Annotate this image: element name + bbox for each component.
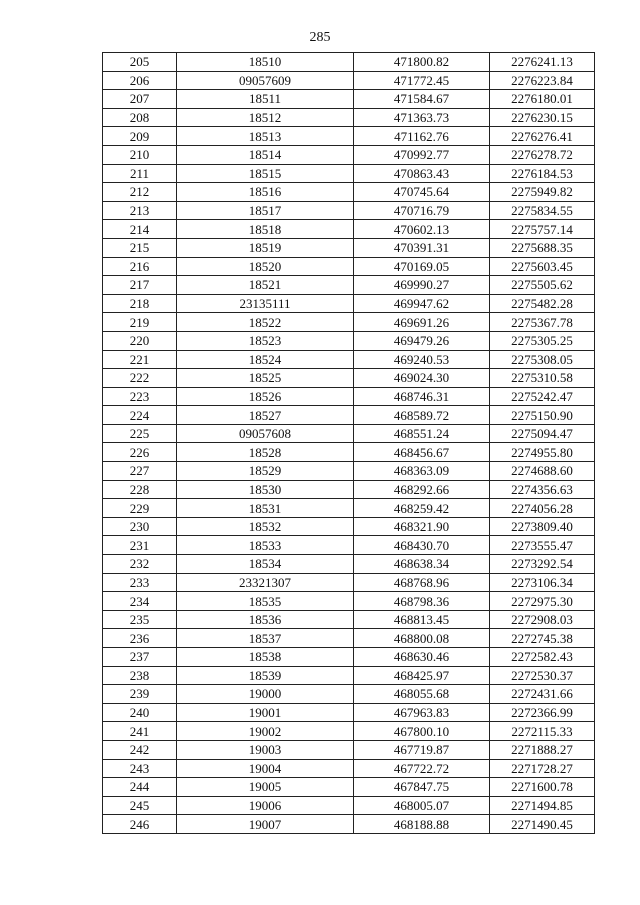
table-row xyxy=(103,629,595,648)
y-coordinate-cell: 2276230.15 xyxy=(490,108,595,127)
x-coordinate-cell: 468188.88 xyxy=(354,815,490,834)
x-coordinate-cell: 468768.96 xyxy=(354,573,490,592)
y-coordinate-cell: 2271494.85 xyxy=(490,796,595,815)
table-row xyxy=(103,127,595,146)
y-coordinate-cell: 2272745.38 xyxy=(490,629,595,648)
point-id-cell: 18530 xyxy=(177,480,354,499)
table-row xyxy=(103,350,595,369)
y-coordinate-cell: 2273809.40 xyxy=(490,517,595,536)
table-row xyxy=(103,406,595,425)
y-coordinate-cell: 2275305.25 xyxy=(490,331,595,350)
x-coordinate-cell: 470745.64 xyxy=(354,183,490,202)
row-index-cell: 229 xyxy=(103,499,177,518)
x-coordinate-cell: 470992.77 xyxy=(354,145,490,164)
y-coordinate-cell: 2275367.78 xyxy=(490,313,595,332)
table-row xyxy=(103,71,595,90)
point-id-cell: 19001 xyxy=(177,703,354,722)
point-id-cell: 18510 xyxy=(177,53,354,72)
x-coordinate-cell: 467963.83 xyxy=(354,703,490,722)
x-coordinate-cell: 469947.62 xyxy=(354,294,490,313)
y-coordinate-cell: 2276180.01 xyxy=(490,90,595,109)
coordinates-table xyxy=(102,52,595,834)
y-coordinate-cell: 2271728.27 xyxy=(490,759,595,778)
row-index-cell: 206 xyxy=(103,71,177,90)
row-index-cell: 212 xyxy=(103,183,177,202)
point-id-cell: 18527 xyxy=(177,406,354,425)
point-id-cell: 18523 xyxy=(177,331,354,350)
row-index-cell: 216 xyxy=(103,257,177,276)
y-coordinate-cell: 2275150.90 xyxy=(490,406,595,425)
row-index-cell: 239 xyxy=(103,685,177,704)
row-index-cell: 213 xyxy=(103,201,177,220)
table-row xyxy=(103,648,595,667)
point-id-cell: 18522 xyxy=(177,313,354,332)
point-id-cell: 18526 xyxy=(177,387,354,406)
table-row xyxy=(103,387,595,406)
table-row xyxy=(103,740,595,759)
y-coordinate-cell: 2272530.37 xyxy=(490,666,595,685)
x-coordinate-cell: 468005.07 xyxy=(354,796,490,815)
x-coordinate-cell: 470863.43 xyxy=(354,164,490,183)
table-row xyxy=(103,145,595,164)
point-id-cell: 18536 xyxy=(177,610,354,629)
table-row xyxy=(103,815,595,834)
point-id-cell: 18535 xyxy=(177,592,354,611)
y-coordinate-cell: 2272431.66 xyxy=(490,685,595,704)
x-coordinate-cell: 468589.72 xyxy=(354,406,490,425)
coordinates-table-body xyxy=(103,53,595,834)
point-id-cell: 18534 xyxy=(177,555,354,574)
x-coordinate-cell: 468800.08 xyxy=(354,629,490,648)
y-coordinate-cell: 2273106.34 xyxy=(490,573,595,592)
table-row xyxy=(103,238,595,257)
x-coordinate-cell: 470169.05 xyxy=(354,257,490,276)
y-coordinate-cell: 2274955.80 xyxy=(490,443,595,462)
row-index-cell: 242 xyxy=(103,740,177,759)
x-coordinate-cell: 467847.75 xyxy=(354,778,490,797)
table-row xyxy=(103,592,595,611)
x-coordinate-cell: 469024.30 xyxy=(354,369,490,388)
y-coordinate-cell: 2275603.45 xyxy=(490,257,595,276)
y-coordinate-cell: 2271490.45 xyxy=(490,815,595,834)
y-coordinate-cell: 2276278.72 xyxy=(490,145,595,164)
point-id-cell: 19005 xyxy=(177,778,354,797)
table-row xyxy=(103,703,595,722)
x-coordinate-cell: 468259.42 xyxy=(354,499,490,518)
x-coordinate-cell: 470602.13 xyxy=(354,220,490,239)
point-id-cell: 18517 xyxy=(177,201,354,220)
y-coordinate-cell: 2272115.33 xyxy=(490,722,595,741)
row-index-cell: 238 xyxy=(103,666,177,685)
table-row xyxy=(103,443,595,462)
point-id-cell: 18515 xyxy=(177,164,354,183)
table-row xyxy=(103,90,595,109)
table-row xyxy=(103,536,595,555)
row-index-cell: 207 xyxy=(103,90,177,109)
table-row xyxy=(103,276,595,295)
y-coordinate-cell: 2275242.47 xyxy=(490,387,595,406)
row-index-cell: 224 xyxy=(103,406,177,425)
row-index-cell: 214 xyxy=(103,220,177,239)
table-row xyxy=(103,53,595,72)
row-index-cell: 246 xyxy=(103,815,177,834)
y-coordinate-cell: 2275688.35 xyxy=(490,238,595,257)
y-coordinate-cell: 2275308.05 xyxy=(490,350,595,369)
table-row xyxy=(103,555,595,574)
row-index-cell: 205 xyxy=(103,53,177,72)
y-coordinate-cell: 2274356.63 xyxy=(490,480,595,499)
x-coordinate-cell: 471800.82 xyxy=(354,53,490,72)
row-index-cell: 231 xyxy=(103,536,177,555)
x-coordinate-cell: 468456.67 xyxy=(354,443,490,462)
row-index-cell: 226 xyxy=(103,443,177,462)
y-coordinate-cell: 2275757.14 xyxy=(490,220,595,239)
x-coordinate-cell: 469240.53 xyxy=(354,350,490,369)
row-index-cell: 223 xyxy=(103,387,177,406)
row-index-cell: 218 xyxy=(103,294,177,313)
table-row xyxy=(103,499,595,518)
table-row xyxy=(103,722,595,741)
point-id-cell: 19000 xyxy=(177,685,354,704)
row-index-cell: 237 xyxy=(103,648,177,667)
point-id-cell: 18519 xyxy=(177,238,354,257)
point-id-cell: 18516 xyxy=(177,183,354,202)
point-id-cell: 18533 xyxy=(177,536,354,555)
point-id-cell: 19003 xyxy=(177,740,354,759)
row-index-cell: 240 xyxy=(103,703,177,722)
point-id-cell: 19006 xyxy=(177,796,354,815)
row-index-cell: 236 xyxy=(103,629,177,648)
x-coordinate-cell: 468798.36 xyxy=(354,592,490,611)
y-coordinate-cell: 2272975.30 xyxy=(490,592,595,611)
row-index-cell: 222 xyxy=(103,369,177,388)
table-row xyxy=(103,610,595,629)
x-coordinate-cell: 468630.46 xyxy=(354,648,490,667)
row-index-cell: 230 xyxy=(103,517,177,536)
y-coordinate-cell: 2274688.60 xyxy=(490,462,595,481)
point-id-cell: 18518 xyxy=(177,220,354,239)
point-id-cell: 18513 xyxy=(177,127,354,146)
y-coordinate-cell: 2272908.03 xyxy=(490,610,595,629)
row-index-cell: 208 xyxy=(103,108,177,127)
row-index-cell: 210 xyxy=(103,145,177,164)
row-index-cell: 220 xyxy=(103,331,177,350)
y-coordinate-cell: 2275482.28 xyxy=(490,294,595,313)
table-row xyxy=(103,462,595,481)
y-coordinate-cell: 2275505.62 xyxy=(490,276,595,295)
point-id-cell: 18538 xyxy=(177,648,354,667)
x-coordinate-cell: 467722.72 xyxy=(354,759,490,778)
x-coordinate-cell: 468321.90 xyxy=(354,517,490,536)
y-coordinate-cell: 2276223.84 xyxy=(490,71,595,90)
x-coordinate-cell: 471363.73 xyxy=(354,108,490,127)
row-index-cell: 221 xyxy=(103,350,177,369)
row-index-cell: 244 xyxy=(103,778,177,797)
point-id-cell: 19002 xyxy=(177,722,354,741)
row-index-cell: 243 xyxy=(103,759,177,778)
table-row xyxy=(103,257,595,276)
row-index-cell: 245 xyxy=(103,796,177,815)
y-coordinate-cell: 2273555.47 xyxy=(490,536,595,555)
table-row xyxy=(103,201,595,220)
y-coordinate-cell: 2272582.43 xyxy=(490,648,595,667)
row-index-cell: 234 xyxy=(103,592,177,611)
x-coordinate-cell: 470716.79 xyxy=(354,201,490,220)
point-id-cell: 18520 xyxy=(177,257,354,276)
point-id-cell: 23135111 xyxy=(177,294,354,313)
table-row xyxy=(103,480,595,499)
point-id-cell: 18537 xyxy=(177,629,354,648)
row-index-cell: 211 xyxy=(103,164,177,183)
y-coordinate-cell: 2275834.55 xyxy=(490,201,595,220)
table-row xyxy=(103,759,595,778)
point-id-cell: 18521 xyxy=(177,276,354,295)
row-index-cell: 215 xyxy=(103,238,177,257)
table-row xyxy=(103,778,595,797)
point-id-cell: 19004 xyxy=(177,759,354,778)
x-coordinate-cell: 468363.09 xyxy=(354,462,490,481)
table-row xyxy=(103,108,595,127)
point-id-cell: 18529 xyxy=(177,462,354,481)
x-coordinate-cell: 468746.31 xyxy=(354,387,490,406)
row-index-cell: 232 xyxy=(103,555,177,574)
table-row xyxy=(103,517,595,536)
x-coordinate-cell: 471772.45 xyxy=(354,71,490,90)
y-coordinate-cell: 2271888.27 xyxy=(490,740,595,759)
point-id-cell: 18512 xyxy=(177,108,354,127)
point-id-cell: 18532 xyxy=(177,517,354,536)
point-id-cell: 23321307 xyxy=(177,573,354,592)
x-coordinate-cell: 468638.34 xyxy=(354,555,490,574)
table-row xyxy=(103,573,595,592)
point-id-cell: 09057609 xyxy=(177,71,354,90)
x-coordinate-cell: 467800.10 xyxy=(354,722,490,741)
x-coordinate-cell: 469691.26 xyxy=(354,313,490,332)
x-coordinate-cell: 471584.67 xyxy=(354,90,490,109)
x-coordinate-cell: 470391.31 xyxy=(354,238,490,257)
x-coordinate-cell: 468813.45 xyxy=(354,610,490,629)
table-row xyxy=(103,369,595,388)
table-row xyxy=(103,183,595,202)
row-index-cell: 217 xyxy=(103,276,177,295)
row-index-cell: 235 xyxy=(103,610,177,629)
point-id-cell: 18525 xyxy=(177,369,354,388)
row-index-cell: 233 xyxy=(103,573,177,592)
y-coordinate-cell: 2276276.41 xyxy=(490,127,595,146)
table-row xyxy=(103,313,595,332)
row-index-cell: 225 xyxy=(103,424,177,443)
x-coordinate-cell: 468430.70 xyxy=(354,536,490,555)
row-index-cell: 219 xyxy=(103,313,177,332)
x-coordinate-cell: 471162.76 xyxy=(354,127,490,146)
table-row xyxy=(103,164,595,183)
y-coordinate-cell: 2275310.58 xyxy=(490,369,595,388)
x-coordinate-cell: 468055.68 xyxy=(354,685,490,704)
point-id-cell: 18514 xyxy=(177,145,354,164)
y-coordinate-cell: 2276241.13 xyxy=(490,53,595,72)
table-row xyxy=(103,685,595,704)
x-coordinate-cell: 469479.26 xyxy=(354,331,490,350)
row-index-cell: 241 xyxy=(103,722,177,741)
point-id-cell: 18531 xyxy=(177,499,354,518)
table-row xyxy=(103,424,595,443)
table-row xyxy=(103,220,595,239)
x-coordinate-cell: 468292.66 xyxy=(354,480,490,499)
row-index-cell: 228 xyxy=(103,480,177,499)
page-number: 285 xyxy=(309,30,331,45)
point-id-cell: 18511 xyxy=(177,90,354,109)
x-coordinate-cell: 468425.97 xyxy=(354,666,490,685)
x-coordinate-cell: 469990.27 xyxy=(354,276,490,295)
y-coordinate-cell: 2273292.54 xyxy=(490,555,595,574)
point-id-cell: 18528 xyxy=(177,443,354,462)
row-index-cell: 227 xyxy=(103,462,177,481)
y-coordinate-cell: 2275094.47 xyxy=(490,424,595,443)
table-row xyxy=(103,294,595,313)
y-coordinate-cell: 2274056.28 xyxy=(490,499,595,518)
point-id-cell: 18539 xyxy=(177,666,354,685)
row-index-cell: 209 xyxy=(103,127,177,146)
table-row xyxy=(103,331,595,350)
table-row xyxy=(103,666,595,685)
point-id-cell: 19007 xyxy=(177,815,354,834)
x-coordinate-cell: 468551.24 xyxy=(354,424,490,443)
point-id-cell: 09057608 xyxy=(177,424,354,443)
y-coordinate-cell: 2271600.78 xyxy=(490,778,595,797)
y-coordinate-cell: 2272366.99 xyxy=(490,703,595,722)
y-coordinate-cell: 2276184.53 xyxy=(490,164,595,183)
x-coordinate-cell: 467719.87 xyxy=(354,740,490,759)
point-id-cell: 18524 xyxy=(177,350,354,369)
table-row xyxy=(103,796,595,815)
y-coordinate-cell: 2275949.82 xyxy=(490,183,595,202)
